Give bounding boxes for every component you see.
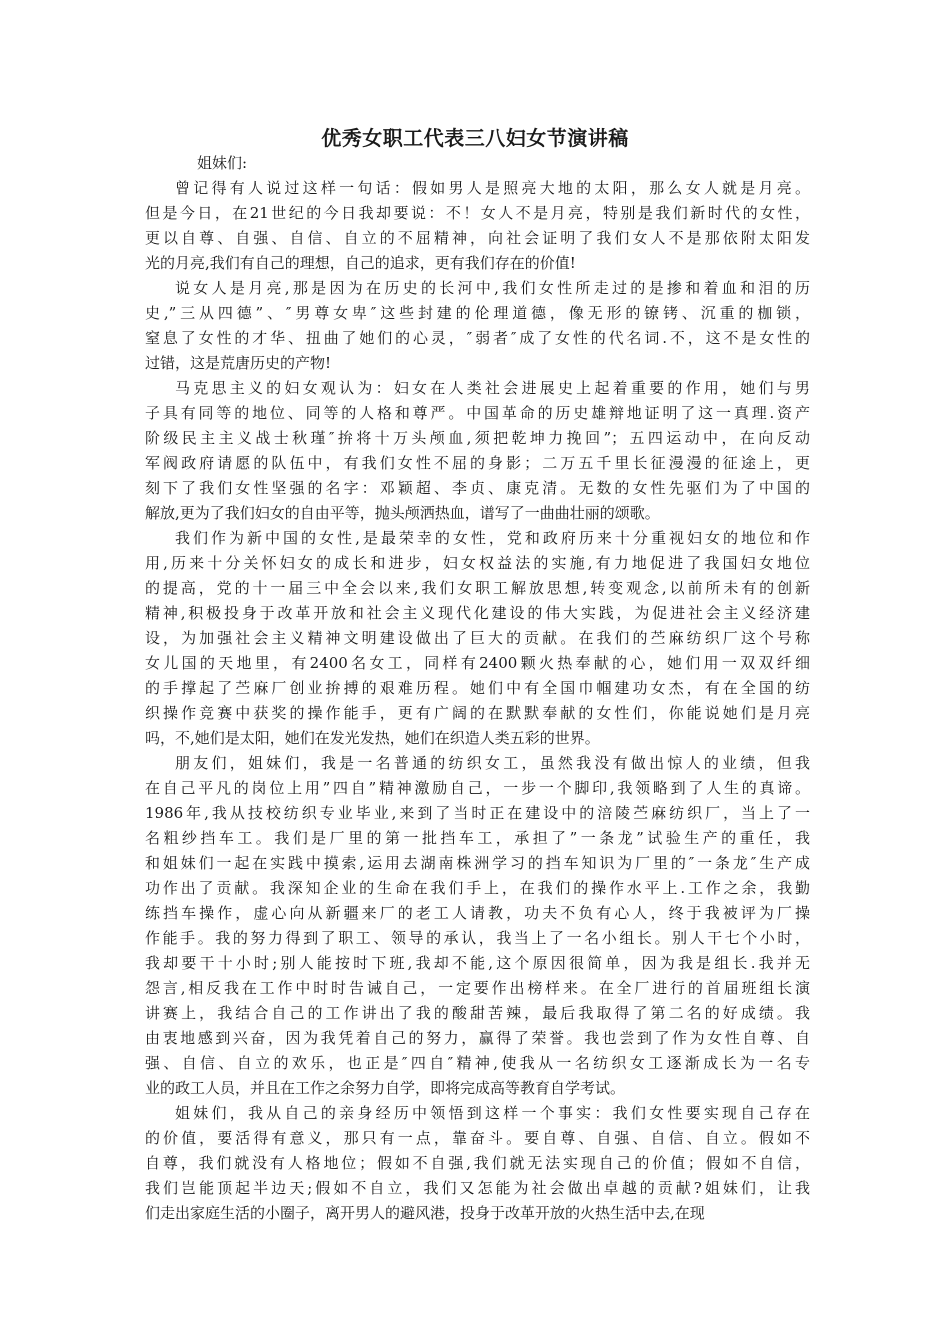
text-line: 解放,更为了我们妇女的自由平等，抛头颅洒热血，谱写了一曲曲壮丽的颂歌。 <box>145 504 660 522</box>
text-line: 自尊，我们就没有人格地位；假如不自强,我们就无法实现自己的价值；假如不自信， <box>145 1154 810 1172</box>
text-line: 姐妹们，我从自己的亲身经历中领悟到这样一个事实：我们女性要实现自己存在 <box>175 1104 810 1122</box>
text-line: 朋友们，姐妹们，我是一名普通的纺织女工，虽然我没有做出惊人的业绩，但我 <box>175 754 810 772</box>
text-line: 讲赛上，我结合自己的工作讲出了我的酸甜苦辣，最后我取得了第二名的好成绩。我 <box>145 1004 810 1022</box>
paragraph <box>145 276 810 376</box>
text-line: 用,历来十分关怀妇女的成长和进步，妇女权益法的实施,有力地促进了我国妇女地位 <box>145 554 810 572</box>
paragraph <box>145 526 810 751</box>
text-line: 窒息了女性的才华、扭曲了她们的心灵，″弱者″成了女性的代名词.不，这不是女性的 <box>145 329 810 347</box>
text-line: 吗，不,她们是太阳，她们在发光发热，她们在织造人类五彩的世界。 <box>145 729 600 747</box>
text-line: 史,”三从四德”、″男尊女卑″这些封建的伦理道德，像无形的镣铐、沉重的枷锁， <box>145 304 810 322</box>
text-line: 强、自信、自立的欢乐，也正是″四自″精神,使我从一名纺织女工逐渐成长为一名专 <box>145 1054 810 1072</box>
text-line: 怨言,相反我在工作中时时告诫自己，一定要作出榜样来。在全厂进行的首届班组长演 <box>145 979 810 997</box>
text-line: 功作出了贡献。我深知企业的生命在我们手上，在我们的操作水平上.工作之余，我勤 <box>145 879 810 897</box>
document-title: 优秀女职工代表三八妇女节演讲稿 <box>321 126 629 150</box>
text-line: 织操作竞赛中获奖的操作能手，更有广阔的在默默奉献的女性们，你能说她们是月亮 <box>145 704 810 722</box>
document-body <box>145 151 810 1226</box>
text-line: 更以自尊、自强、自信、自立的不屈精神，向社会证明了我们女人不是那依附太阳发 <box>145 229 810 247</box>
paragraph-container <box>145 176 810 1226</box>
text-line: 业的政工人员，并且在工作之余努力自学，即将完成高等教育自学考试。 <box>145 1079 626 1097</box>
salutation: 姐妹们: <box>197 154 248 172</box>
text-line: 和姐妹们一起在实践中摸索,运用去湖南株洲学习的挡车知识为厂里的″一条龙″生产成 <box>145 854 810 872</box>
paragraph <box>145 176 810 276</box>
paragraph <box>145 1101 810 1226</box>
text-line: 刻下了我们女性坚强的名字：邓颖超、李贞、康克清。无数的女性先驱们为了中国的 <box>145 479 810 497</box>
text-line: 过错，这是荒唐历史的产物! <box>145 354 332 372</box>
text-line: 子具有同等的地位、同等的人格和尊严。中国革命的历史雄辩地证明了这一真理.资产 <box>145 404 810 422</box>
text-line: 阶级民主主义战士秋瑾″拚将十万头颅血,须把乾坤力挽回”；五四运动中，在向反动 <box>145 429 810 447</box>
text-line: 军阀政府请愿的队伍中，有我们女性不屈的身影；二万五千里长征漫漫的征途上，更 <box>145 454 810 472</box>
text-line: 们走出家庭生活的小圈子，离开男人的避风港，投身于改革开放的火热生活中去,在现 <box>145 1204 705 1222</box>
text-line: 我却要干十小时;别人能按时下班,我却不能,这个原因很简单，因为我是组长.我并无 <box>145 954 810 972</box>
text-line: 光的月亮,我们有自己的理想，自己的追求，更有我们存在的价值! <box>145 254 576 272</box>
text-line: 的价值，要活得有意义，那只有一点，靠奋斗。要自尊、自强、自信、自立。假如不 <box>145 1129 810 1147</box>
text-line: 精神,积极投身于改革开放和社会主义现代化建设的伟大实践，为促进社会主义经济建 <box>145 604 810 622</box>
text-line: 但是今日，在21世纪的今日我却要说：不！女人不是月亮，特别是我们新时代的女性， <box>145 204 810 222</box>
text-line: 在自己平凡的岗位上用”四自”精神激励自己，一步一个脚印,我领略到了人生的真谛。 <box>145 779 810 797</box>
text-line: 马克思主义的妇女观认为：妇女在人类社会进展史上起着重要的作用，她们与男 <box>175 379 810 397</box>
paragraph <box>145 751 810 1101</box>
text-line: 曾记得有人说过这样一句话：假如男人是照亮大地的太阳，那么女人就是月亮。 <box>175 179 810 197</box>
text-line: 说女人是月亮,那是因为在历史的长河中,我们女性所走过的是掺和着血和泪的历 <box>175 279 810 297</box>
text-line: 作能手。我的努力得到了职工、领导的承认，我当上了一名小组长。别人干七个小时， <box>145 929 810 947</box>
text-line: 由衷地感到兴奋，因为我凭着自己的努力，赢得了荣誉。我也尝到了作为女性自尊、自 <box>145 1029 810 1047</box>
text-line: 名粗纱挡车工。我们是厂里的第一批挡车工，承担了”一条龙”试验生产的重任，我 <box>145 829 810 847</box>
text-line: 我们作为新中国的女性,是最荣幸的女性，党和政府历来十分重视妇女的地位和作 <box>175 529 810 547</box>
text-line: 我们岂能顶起半边天;假如不自立，我们又怎能为社会做出卓越的贡献?姐妹们，让我 <box>145 1179 810 1197</box>
text-line: 的提高，党的十一届三中全会以来,我们女职工解放思想,转变观念,以前所未有的创新 <box>145 579 810 597</box>
paragraph <box>145 376 810 526</box>
text-line: 女儿国的天地里，有2400名女工，同样有2400颗火热奉献的心，她们用一双双纤细 <box>145 654 810 672</box>
text-line: 的手撑起了苎麻厂创业拚搏的艰难历程。她们中有全国巾帼建功女杰，有在全国的纺 <box>145 679 810 697</box>
text-line: 设，为加强社会主义精神文明建设做出了巨大的贡献。在我们的苎麻纺织厂这个号称 <box>145 629 810 647</box>
text-line: 练挡车操作，虚心向从新疆来厂的老工人请教，功夫不负有心人，终于我被评为厂操 <box>145 904 810 922</box>
text-line: 1986年,我从技校纺织专业毕业,来到了当时正在建设中的涪陵苎麻纺织厂，当上了一 <box>145 804 810 822</box>
